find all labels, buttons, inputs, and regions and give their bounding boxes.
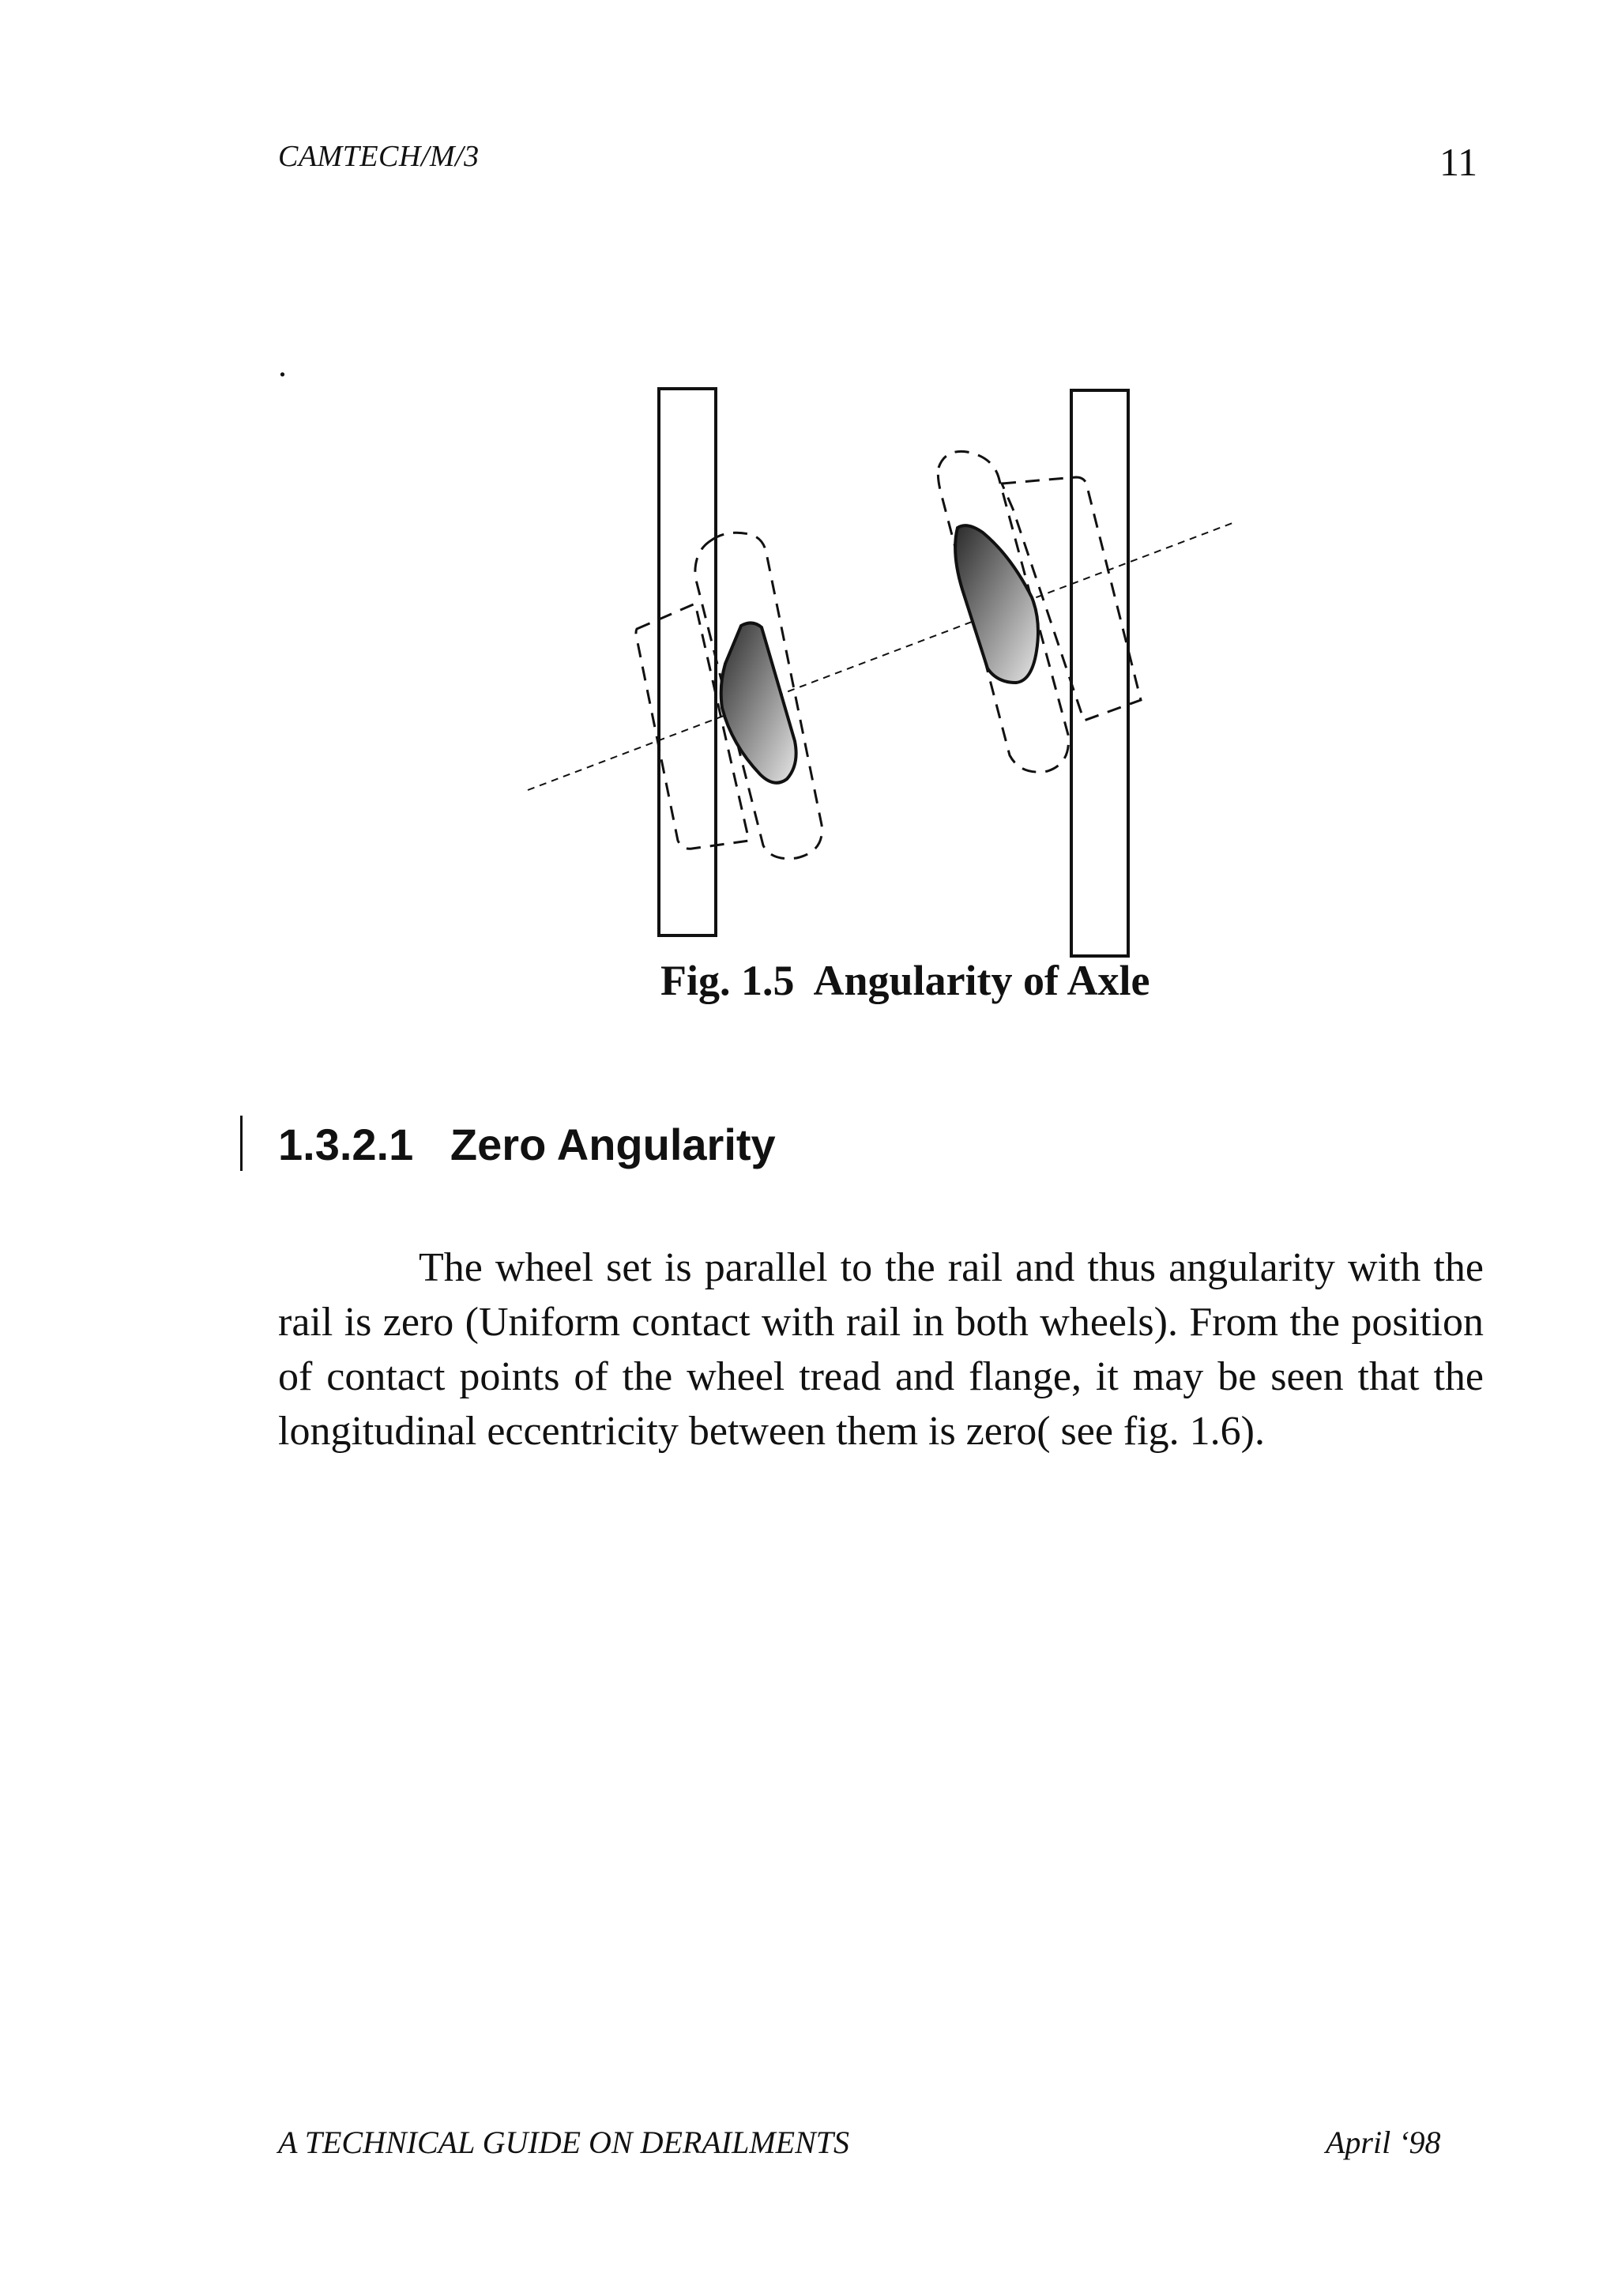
document-code: CAMTECH/M/3 (278, 140, 480, 173)
figure-caption: Fig. 1.5 Angularity of Axle (660, 957, 1150, 1004)
left-wheel-contact-patch (721, 623, 796, 782)
stray-mark: . (278, 345, 287, 384)
section-heading: 1.3.2.1 Zero Angularity (278, 1120, 776, 1169)
footer-date: April ‘98 (1326, 2125, 1441, 2160)
footer-title: A TECHNICAL GUIDE ON DERAILMENTS (278, 2125, 850, 2160)
body-paragraph: The wheel set is parallel to the rail and thus angularity with the rail is zero (Uniform contact with rail in both wheels). From the position of contact points of the wheel tread and flange, it may be seen that the longitudinal eccentricity between them is zero( see fig. 1.6). (278, 1245, 1484, 1454)
angularity-of-axle-figure (0, 0, 1618, 980)
left-rail (659, 389, 716, 935)
right-rail (1071, 390, 1128, 956)
page-number: 11 (1439, 140, 1478, 184)
revision-bar (240, 1116, 243, 1171)
